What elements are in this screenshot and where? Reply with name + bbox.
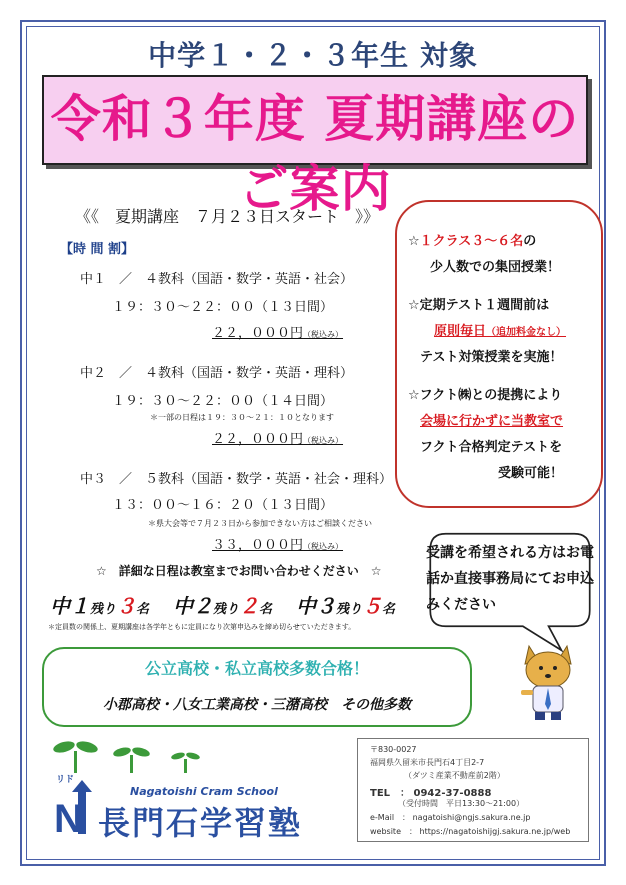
feature-2-line3: テスト対策授業を実施！ (420, 350, 563, 365)
remaining-seats: 中１残り３名 中２残り２名 中３残り５名 (50, 594, 395, 618)
grade2-time: １９：３０～２２：００（１４日間） (112, 394, 334, 409)
grade3-subjects: 中３ ／ ５教科（国語・数学・英語・社会・理科） (80, 472, 393, 487)
grade3-time: １３：００～１６：２０（１３日間） (112, 498, 334, 513)
grade1-price: ２２，０００円（税込み） (212, 326, 344, 341)
achievements-schools: 小郡高校・八女工業高校・三潴高校 その他多数 (103, 697, 411, 713)
page-title: 令和３年度 夏期講座のご案内 (50, 90, 580, 218)
feature-1-line2: 少人数での集団授業！ (430, 260, 561, 275)
website-link[interactable]: website ： https://nagatoishijgj.sakura.ne.jp/web (370, 827, 571, 836)
grade2-price: ２２，０００円（税込み） (212, 432, 344, 447)
address: 福岡県久留米市長門石4丁目2-7 (370, 758, 485, 767)
grade2-note: ＊一部の日程は１９：３０～２１：１０となります (150, 413, 334, 422)
speech-text: 受講を希望される方はお電話か直接事務局にてお申込みください (426, 545, 594, 613)
feature-3-line4: 受験可能！ (498, 466, 564, 481)
hours: （受付時間 平日13:30～21:00） (398, 799, 525, 808)
target-audience: 中学１・２・３年生 対象 (148, 39, 478, 72)
sprouts-icon (52, 735, 232, 775)
email[interactable]: e-Mail ： nagatoishi@ngjs.sakura.ne.jp (370, 813, 531, 822)
feature-1-line1: ☆１クラス３～６名の (408, 234, 537, 249)
grade1-time: １９：３０～２２：００（１３日間） (112, 300, 334, 315)
grade3-note: ＊県大会等で７月２３日から参加できない方はご相談ください (148, 519, 372, 528)
inquiry-note: ☆ 詳細な日程は教室までお問い合わせください ☆ (96, 564, 382, 578)
logo-kana: リド (56, 775, 75, 785)
postal-code: 〒830-0027 (370, 745, 417, 754)
grade3-price: ３３，０００円（税込み） (212, 538, 344, 553)
feature-2-line2: 原則毎日（追加料金なし） (434, 324, 567, 339)
school-name-en: Nagatoishi Cram School (130, 785, 278, 798)
tel: TEL ： 0942-37-0888 (370, 788, 492, 799)
grade2-subjects: 中２ ／ ４教科（国語・数学・英語・理科） (80, 366, 354, 381)
achievements-headline: 公立高校・私立高校多数合格！ (144, 659, 369, 678)
course-start: 《《 夏期講座 ７月２３日スタート 》》 (74, 207, 379, 226)
remaining-note: ＊定員数の関係上、夏期講座は各学年ともに定員になり次第申込みを締め切らせていただきます。 (48, 623, 356, 631)
school-logo-icon (52, 778, 98, 836)
mascot-dog-icon (515, 640, 581, 722)
schedule-heading: 【時 間 割】 (60, 242, 135, 257)
feature-3-line3: フクト合格判定テストを (420, 440, 563, 455)
building: （ダツミ産業不動産前2階） (404, 771, 505, 780)
feature-3-line2: 会場に行かずに当教室で (420, 414, 564, 429)
feature-3-line1: ☆フクト㈱との提携により (408, 388, 563, 403)
svg-text:N: N (54, 797, 83, 836)
feature-2-line1: ☆定期テスト１週間前は (408, 298, 550, 313)
school-name-jp: 長門石学習塾 (98, 804, 303, 842)
grade1-subjects: 中１ ／ ４教科（国語・数学・英語・社会） (80, 272, 354, 287)
